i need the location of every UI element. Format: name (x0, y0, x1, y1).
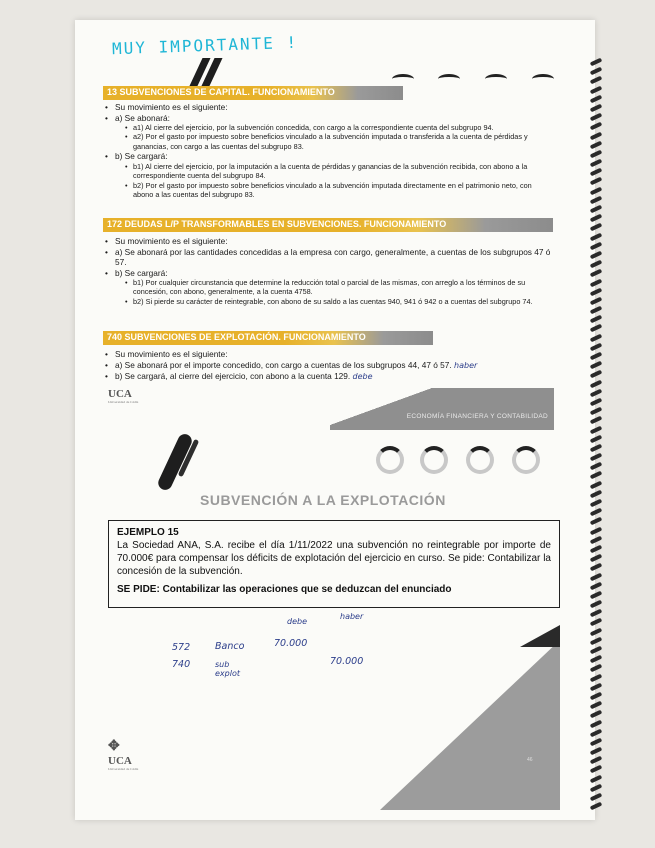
spiral-coil (590, 278, 603, 287)
page-number: 46 (527, 757, 533, 763)
spiral-coil (590, 388, 603, 397)
spiral-coil (590, 664, 603, 673)
section-body (103, 349, 553, 383)
handwritten-row2-haber: 70.000 (330, 656, 364, 667)
spiral-coil (590, 398, 603, 407)
handwritten-row1-account: Banco (215, 641, 245, 652)
spiral-coil (590, 802, 603, 811)
spiral-coil (590, 159, 603, 168)
decorative-arc (392, 74, 414, 84)
spiral-coil (590, 728, 603, 737)
spiral-coil (590, 471, 603, 480)
spiral-coil (590, 508, 603, 517)
uca-logo: ✥ UCA Universidad de Cádiz (108, 739, 139, 771)
list-item: • b) Se cargará: (103, 268, 553, 279)
list-item: • a1) Al cierre del ejercicio, por la subvención concedida, con cargo a la correspondiente cuenta del subgrupo 94. (103, 123, 553, 132)
list-item: • Su movimiento es el siguiente: (103, 349, 553, 360)
spiral-coil (590, 738, 603, 747)
handwritten-col-haber: haber (340, 612, 364, 621)
spiral-coil (590, 600, 603, 609)
handwritten-row2-account: sub explot (215, 660, 240, 678)
footer-text: ECONOMÍA FINANCIERA Y CONTABILIDAD (406, 413, 548, 420)
spiral-coil (590, 150, 603, 159)
section-title: 13 SUBVENCIONES DE CAPITAL. FUNCIONAMIENTO (107, 87, 335, 97)
list-item: • b) Se cargará: (103, 151, 553, 162)
spiral-coil (590, 177, 603, 186)
spiral-coil (590, 453, 603, 462)
spiral-coil (590, 747, 603, 756)
spiral-coil (590, 67, 603, 76)
spiral-coil (590, 379, 603, 388)
decorative-circle (512, 446, 540, 474)
spiral-coil (590, 251, 603, 260)
spiral-coil (590, 434, 603, 443)
spiral-coil (590, 609, 603, 618)
spiral-coil (590, 682, 603, 691)
example-text: La Sociedad ANA, S.A. recibe el día 1/11/2022 una subvención no reintegrable por importe de 70.000€ para compensar los déficits de explotación del ejercicio en curso. Se pide: Contabilizar la concesión de la subvención. (117, 540, 551, 577)
spiral-coil (590, 324, 603, 333)
spiral-coil (590, 710, 603, 719)
example-box (108, 520, 560, 608)
list-item: • Su movimiento es el siguiente: (103, 102, 553, 113)
decorative-triangle-dark (520, 625, 560, 647)
list-item: • a) Se abonará: (103, 113, 553, 124)
spiral-coil (590, 361, 603, 370)
spiral-coil (590, 85, 603, 94)
list-item: • b2) Por el gasto por impuesto sobre beneficios vinculado a la subvención imputada directamente en el patrimonio neto, con abono a las cuentas del subgrupo 83. (103, 181, 553, 200)
spiral-coil (590, 627, 603, 636)
spiral-coil (590, 783, 603, 792)
spiral-coil (590, 701, 603, 710)
spiral-coil (590, 195, 603, 204)
uca-logo: UCA Universidad de Cádiz (108, 388, 139, 404)
spiral-coil (590, 581, 603, 590)
handwritten-row2-code: 740 (172, 659, 191, 670)
decorative-triangle (380, 640, 560, 810)
spiral-coil (590, 352, 603, 361)
spiral-coil (590, 223, 603, 232)
spiral-binding (587, 60, 605, 820)
spiral-coil (590, 692, 603, 701)
spiral-coil (590, 269, 603, 278)
handwritten-note: debe (352, 372, 373, 381)
spiral-coil (590, 655, 603, 664)
section-body (103, 236, 553, 306)
spiral-coil (590, 168, 603, 177)
spiral-coil (590, 618, 603, 627)
decorative-arc (438, 74, 460, 84)
spiral-coil (590, 76, 603, 85)
spiral-coil (590, 545, 603, 554)
spiral-coil (590, 104, 603, 113)
spiral-coil (590, 131, 603, 140)
spiral-coil (590, 297, 603, 306)
spiral-coil (590, 554, 603, 563)
handwritten-col-debe: debe (287, 617, 307, 626)
spiral-coil (590, 499, 603, 508)
spiral-coil (590, 673, 603, 682)
spiral-coil (590, 572, 603, 581)
list-item: • Su movimiento es el siguiente: (103, 236, 553, 247)
spiral-coil (590, 370, 603, 379)
spiral-coil (590, 774, 603, 783)
section-header (103, 331, 433, 345)
spiral-coil (590, 719, 603, 728)
spiral-coil (590, 315, 603, 324)
example-title: EJEMPLO 15 (117, 527, 179, 538)
section-header (103, 86, 403, 100)
list-item: • b1) Por cualquier circunstancia que determine la reducción total o parcial de las mismas, con arreglo a los términos de su concesión, con abono, generalmente, a la cuenta 4758. (103, 278, 553, 297)
section-header (103, 218, 553, 232)
handwritten-row1-debe: 70.000 (274, 638, 308, 649)
spiral-coil (590, 646, 603, 655)
spiral-coil (590, 232, 603, 241)
section-title: 740 SUBVENCIONES DE EXPLOTACIÓN. FUNCIONAMIENTO (107, 332, 366, 342)
list-item (103, 371, 553, 383)
spiral-coil (590, 563, 603, 572)
spiral-coil (590, 526, 603, 535)
spiral-coil (590, 113, 603, 122)
spiral-coil (590, 241, 603, 250)
spiral-coil (590, 333, 603, 342)
decorative-circle (420, 446, 448, 474)
decorative-arc (532, 74, 554, 84)
spiral-coil (590, 186, 603, 195)
spiral-coil (590, 793, 603, 802)
list-item: • a2) Por el gasto por impuesto sobre beneficios vinculado a la subvención imputada o transferida a la cuenta de pérdidas y ganancias, con cargo a las cuentas del subgrupo 83. (103, 132, 553, 151)
list-item-text: a) Se abonará por el importe concedido, con cargo a cuentas de los subgrupos 44, 47 ó 57. (115, 359, 452, 370)
spiral-coil (590, 214, 603, 223)
spiral-coil (590, 342, 603, 351)
decorative-circle (466, 446, 494, 474)
spiral-coil (590, 122, 603, 131)
spiral-coil (590, 205, 603, 214)
spiral-coil (590, 535, 603, 544)
spiral-coil (590, 636, 603, 645)
list-item: • b2) Si pierde su carácter de reintegrable, con abono de su saldo a las cuentas 940, 941 ó 942 o a cuentas del subgrupo 74. (103, 297, 553, 306)
list-item-text: b) Se cargará, al cierre del ejercicio, con abono a la cuenta 129. (115, 371, 351, 381)
spiral-coil (590, 480, 603, 489)
handwritten-annotation-title: MUY IMPORTANTE ! (111, 32, 299, 59)
section-title: 172 DEUDAS L/P TRANSFORMABLES EN SUBVENCIONES. FUNCIONAMIENTO (107, 219, 447, 229)
spiral-coil (590, 425, 603, 434)
spiral-coil (590, 287, 603, 296)
handwritten-row1-code: 572 (172, 642, 191, 653)
example-ask: SE PIDE: Contabilizar las operaciones que se deduzcan del enunciado (117, 584, 452, 595)
spiral-coil (590, 765, 603, 774)
spiral-coil (590, 407, 603, 416)
spiral-coil (590, 462, 603, 471)
spiral-coil (590, 756, 603, 765)
decorative-arc (485, 74, 507, 84)
spiral-coil (590, 444, 603, 453)
list-item (103, 360, 553, 372)
handwritten-note: haber (454, 360, 478, 370)
spiral-coil (590, 489, 603, 498)
spiral-coil (590, 306, 603, 315)
spiral-coil (590, 416, 603, 425)
section-body (103, 102, 553, 199)
spiral-coil (590, 591, 603, 600)
footer-band (330, 388, 554, 430)
spiral-coil (590, 517, 603, 526)
list-item: • a) Se abonará por las cantidades concedidas a la empresa con cargo, generalmente, a cuentas de los subgrupos 47 ó 57. (103, 247, 553, 268)
list-item: • b1) Al cierre del ejercicio, por la imputación a la cuenta de pérdidas y ganancias de la subvención recibida, con abono a la correspondiente cuenta del subgrupo 84. (103, 162, 553, 181)
spiral-coil (590, 140, 603, 149)
decorative-circle (376, 446, 404, 474)
spiral-coil (590, 94, 603, 103)
spiral-coil (590, 260, 603, 269)
slide-title: SUBVENCIÓN A LA EXPLOTACIÓN (200, 492, 446, 508)
